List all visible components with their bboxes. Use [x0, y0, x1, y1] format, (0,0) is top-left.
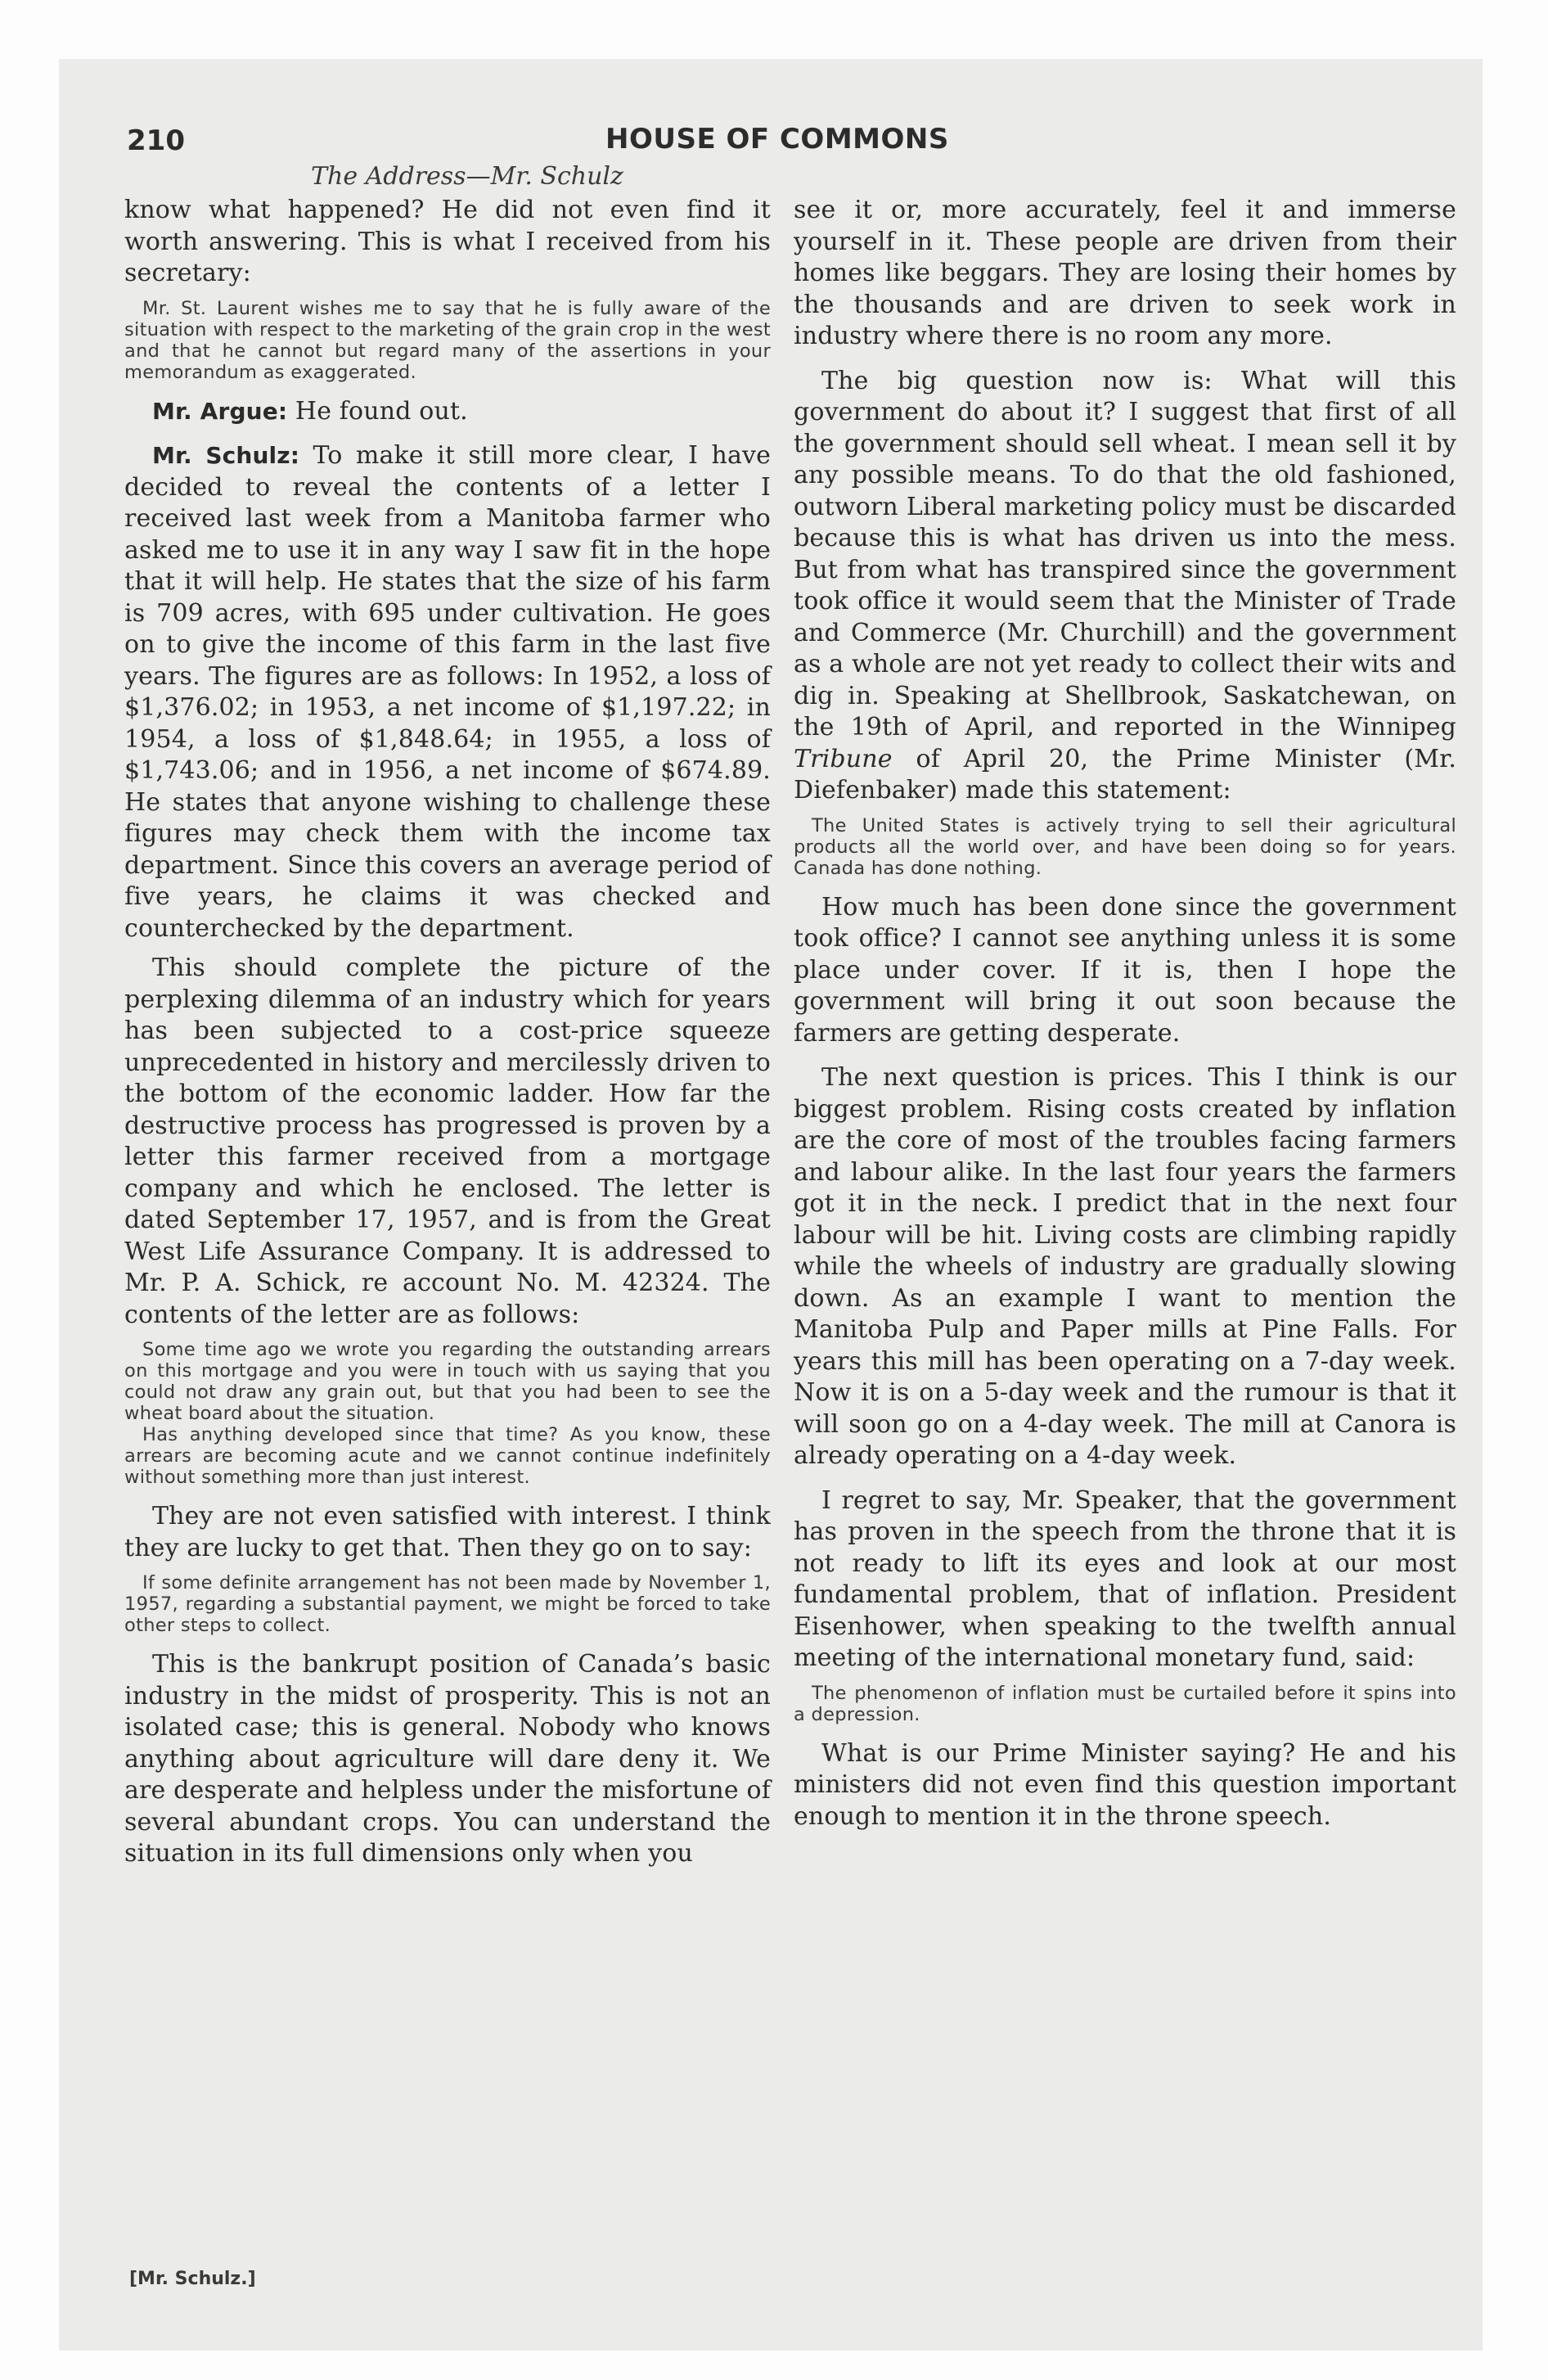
block-quote: The United States is actively trying to sell their agricultural products all the world over, and have been doing so for years. Canada has done nothing.	[794, 814, 1456, 879]
paragraph-text: of April 20, the Prime Minister (Mr. Diefenbaker) made this statement:	[794, 744, 1457, 805]
speech-text: He found out.	[295, 396, 468, 426]
block-quote: If some definite arrangement has not been made by November 1, 1957, regarding a substantial payment, we might be forced to take other steps to collect.	[124, 1572, 771, 1636]
section-subtitle: The Address—Mr. Schulz	[311, 162, 623, 191]
newspaper-title: Tribune	[794, 744, 893, 773]
paragraph: This is the bankrupt position of Canada’s basic industry in the midst of prosperity. This is not an isolated case; this is general. Nobody who knows anything about agriculture will dare deny it. We are desperate and helpless under the misfortune of several abundant crops. You can understand the situation in its full dimensions only when you	[124, 1650, 771, 1868]
running-title: HOUSE OF COMMONS	[605, 123, 949, 156]
speech-argue	[124, 396, 771, 428]
paragraph	[794, 366, 1456, 807]
right-column	[794, 195, 1456, 1832]
speech-schulz	[124, 440, 771, 944]
paragraph: see it or, more accurately, feel it and immerse yourself in it. These people are driven from their homes like beggars. They are losing their homes by the thousands and are driven to seek work in industry where there is no room any more.	[794, 196, 1456, 350]
block-quote: The phenomenon of inflation must be curtailed before it spins into a depression.	[794, 1682, 1456, 1725]
block-quote: Some time ago we wrote you regarding the outstanding arrears on this mortgage and you were in touch with us saying that you could not draw any grain out, but that you had been to see the wheat board about the situation.	[124, 1339, 771, 1424]
paragraph: know what happened? He did not even find it worth answering. This is what I received from his secretary:	[124, 196, 771, 287]
speech-text: To make it still more clear, I have decided to reveal the contents of a letter I received last week from a Manitoba farmer who asked me to use it in any way I saw fit in the hope that it will help. He states that the size of his farm is 709 acres, with 695 under cultivation. He goes on to give the income of this farm in the last five years. The figures are as follows: In 1952, a loss of $1,376.02; in 1953, a net income of $1,197.22; in 1954, a loss of $1,848.64; in 1955, a loss of $1,743.06; and in 1956, a net income of $674.89. He states that anyone wishing to challenge these figures may check them with the income tax department. Since this covers an average period of five years, he claims it was checked and counterchecked by the department.	[124, 441, 771, 943]
paragraph: How much has been done since the government took office? I cannot see anything unless it is some place under cover. If it is, then I hope the government will bring it out soon because the farmers are getting desperate.	[794, 892, 1456, 1048]
left-column	[124, 195, 771, 1870]
speaker-name: Mr. Schulz:	[152, 442, 300, 469]
paragraph-text: The big question now is: What will this government do about it? I suggest that first of all the government should sell wheat. I mean sell it by any possible means. To do that the old fashioned, outworn Liberal marketing policy must be discarded because this is what has driven us into the mess. But from what has transpired since the government took office it would seem that the Minister of Trade and Commerce (Mr. Churchill) and the government as a whole are not yet ready to collect their wits and dig in. Speaking at Shellbrook, Saskatchewan, on the 19th of April, and reported in the Winnipeg	[794, 366, 1456, 741]
paragraph: The next question is prices. This I think is our biggest problem. Rising costs created by inflation are the core of most of the troubles facing farmers and labour alike. In the last four years the farmers got it in the neck. I predict that in the next four labour will be hit. Living costs are climbing rapidly while the wheels of industry are gradually slowing down. As an example I want to mention the Manitoba Pulp and Paper mills at Pine Falls. For years this mill has been operating on a 7-day week. Now it is on a 5-day week and the rumour is that it will soon go on a 4-day week. The mill at Canora is already operating on a 4-day week.	[794, 1063, 1456, 1470]
paragraph: What is our Prime Minister saying? He and his ministers did not even find this question important enough to mention it in the throne speech.	[794, 1738, 1456, 1831]
paragraph: I regret to say, Mr. Speaker, that the government has proven in the speech from the throne that it is not ready to lift its eyes and look at our most fundamental problem, that of inflation. President Eisenhower, when speaking to the twelfth annual meeting of the international monetary fund, said:	[794, 1485, 1456, 1672]
speaker-name: Mr. Argue:	[152, 397, 288, 425]
footer-speaker-tag: [Mr. Schulz.]	[129, 2269, 256, 2289]
paragraph: This should complete the picture of the perplexing dilemma of an industry which for years has been subjected to a cost-price squeeze unprecedented in history and mercilessly driven to the bottom of the economic ladder. How far the destructive process has progressed is proven by a letter this farmer received from a mortgage company and which he enclosed. The letter is dated September 17, 1957, and is from the Great West Life Assurance Company. It is addressed to Mr. P. A. Schick, re account No. M. 42324. The contents of the letter are as follows:	[124, 953, 771, 1329]
page-number: 210	[127, 124, 185, 157]
block-quote: Mr. St. Laurent wishes me to say that he is fully aware of the situation with respect to the marketing of the grain crop in the west and that he cannot but regard many of the assertions in your memorandum as exaggerated.	[124, 297, 771, 383]
block-quote: Has anything developed since that time? As you know, these arrears are becoming acute and we cannot continue indefinitely without something more than just interest.	[124, 1424, 771, 1488]
paragraph: They are not even satisfied with interest. I think they are lucky to get that. Then they go on to say:	[124, 1502, 771, 1562]
